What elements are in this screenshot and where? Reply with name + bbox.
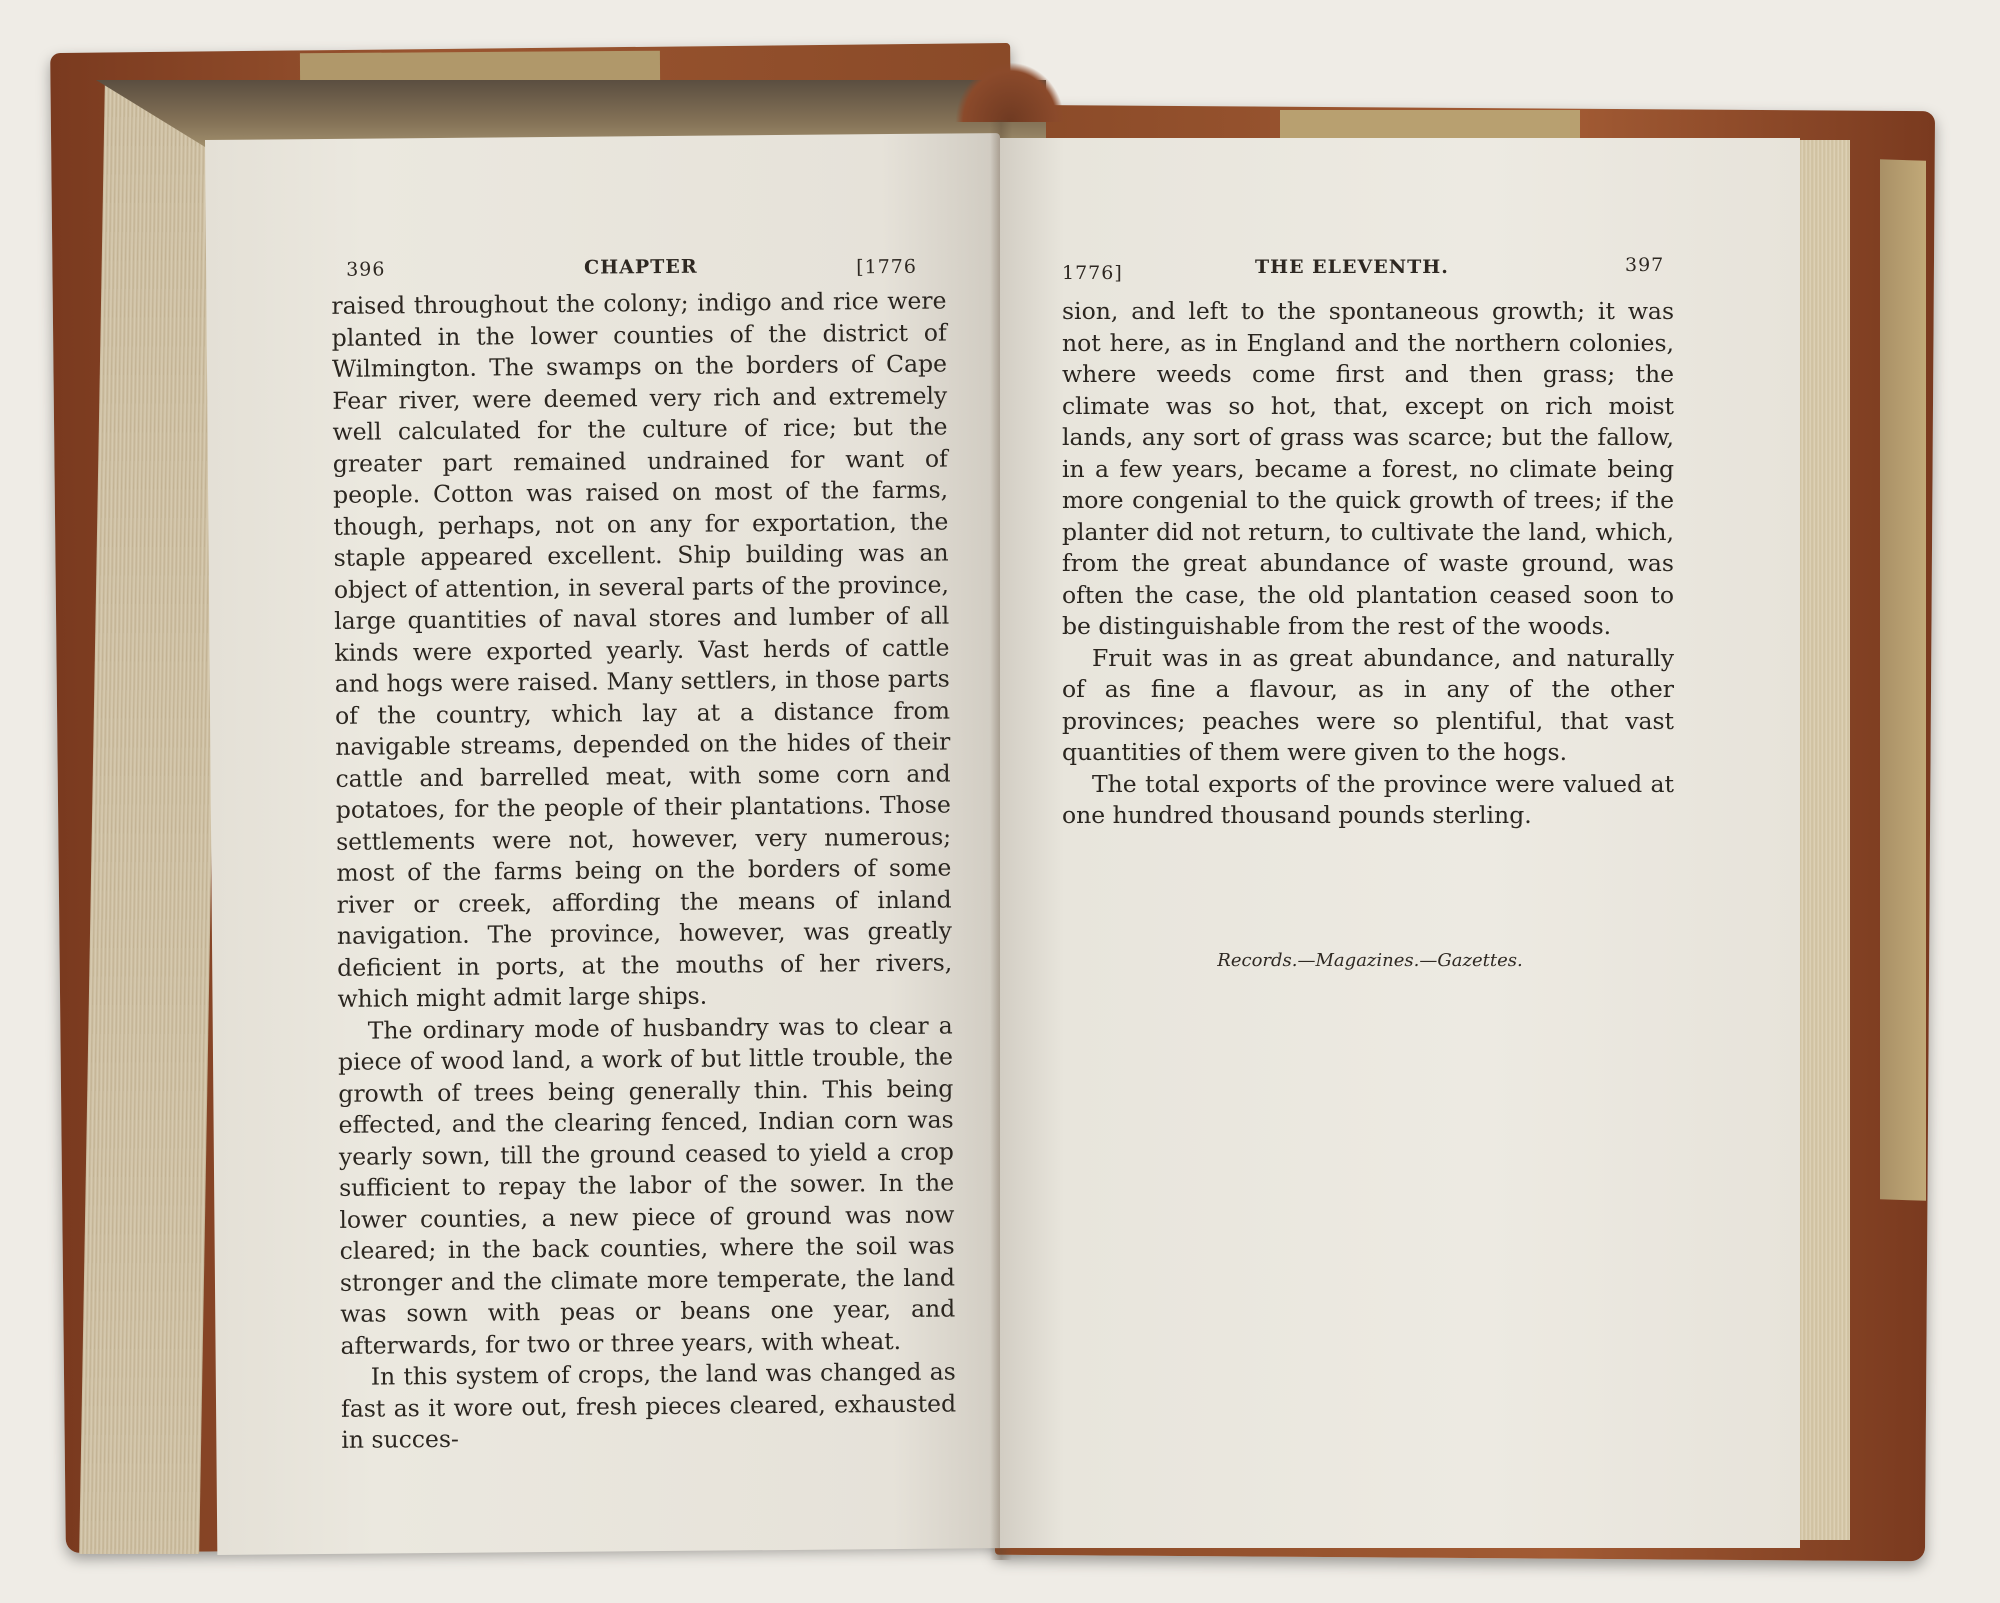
spine-headband — [955, 62, 1065, 122]
left-year: [1776 — [856, 255, 918, 279]
right-year: 1776] — [1062, 262, 1123, 284]
page-edges-left — [79, 84, 225, 1554]
cloth-right-edge — [1880, 159, 1926, 1201]
left-paragraph-1: raised throughout the colony; indigo and rice were planted in the lower counties of the district of Wilmington. The swamps on the borders of Cape Fear river, were deemed very rich and extremely well calculated for the culture of rice; but the greater part remained undrained for want of people. Cotton was raised on most of the farms, though, perhaps, not on any for exportation, the staple appeared excellent. Ship building was an object of attention, in several parts of the province, large quantities of naval stores and lumber of all kinds were exported yearly. Vast herds of cattle and hogs were raised. Many settlers, in those parts of the country, which lay at a distance from navigable streams, depended on the hides of their cattle and barrelled meat, with some corn and potatoes, for the people of their plantations. Those settlements were not, however, very numerous; most of the farms being on the borders of some river or creek, affording the means of inland navigation. The province, however, was greatly deficient in ports, at the mouths of her rivers, which might admit large ships. — [331, 286, 953, 1013]
left-page — [205, 133, 1012, 1555]
left-running-title: CHAPTER — [584, 255, 698, 279]
left-paragraph-3: In this system of crops, the land was changed as fast as it wore out, fresh pieces cleared, exhausted in succes- — [340, 1357, 957, 1454]
right-text-block — [1062, 296, 1674, 832]
sources-note: Records.—Magazines.—Gazettes. — [1217, 950, 1523, 971]
right-page-number: 397 — [1625, 254, 1665, 276]
cloth-corner-top-right — [1280, 110, 1580, 140]
right-running-title: THE ELEVENTH. — [1255, 256, 1449, 278]
left-text-block — [331, 286, 956, 1457]
right-paragraph-3: The total exports of the province were valued at one hundred thousand pounds sterling. — [1062, 769, 1674, 829]
right-paragraph-2: Fruit was in as great abundance, and naturally of as fine a flavour, as in any of the other provinces; peaches were so plentiful, that vast quantities of them were given to the hogs. — [1062, 643, 1674, 766]
right-page — [1000, 138, 1800, 1548]
right-paragraph-1: sion, and left to the spontaneous growth; it was not here, as in England and the northern colonies, where weeds come first and then grass; the climate was so hot, that, except on rich moist lands, any sort of grass was scarce; but the fallow, in a few years, became a forest, no climate being more congenial to the quick growth of trees; if the planter did not return, to cultivate the land, which, from the great abundance of waste ground, was often the case, the old plantation ceased soon to be distinguishable from the rest of the woods. — [1062, 297, 1674, 640]
left-paragraph-2: The ordinary mode of husbandry was to clear a piece of wood land, a work of but little trouble, the growth of trees being generally thin. This being effected, and the clearing fenced, Indian corn was yearly sown, till the ground ceased to yield a crop sufficient to repay the labor of the sower. In the lower counties, a new piece of ground was now cleared; in the back counties, where the soil was stronger and the climate more temperate, the land was sown with peas or beans one year, and afterwards, for two or three years, with wheat. — [337, 1011, 956, 1360]
left-page-number: 396 — [346, 258, 386, 281]
cloth-corner-top-left — [300, 51, 660, 84]
